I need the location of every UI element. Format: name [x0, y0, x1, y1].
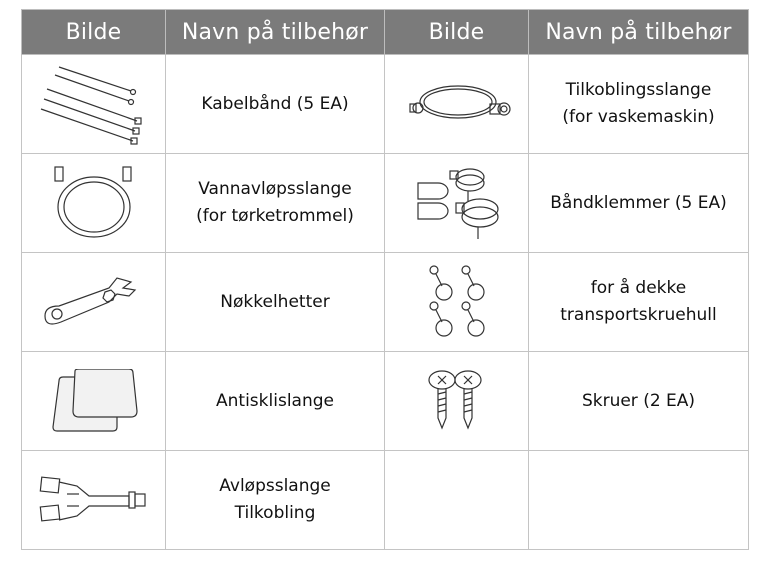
y-connector-icon: [39, 472, 149, 528]
image-cell: [385, 55, 529, 154]
image-cell: [22, 253, 166, 352]
screws-icon: [422, 366, 492, 436]
inlet-hose-icon: [402, 74, 512, 134]
table-row: [22, 451, 749, 550]
accessory-name-screws: Skruer (2 EA): [529, 352, 749, 451]
accessory-name-hole-caps: for å dekke transportskruehull: [529, 253, 749, 352]
cable-ties-icon: [39, 61, 149, 147]
image-cell: [22, 55, 166, 154]
hole-caps-icon: [422, 262, 492, 342]
header-accessory-name: Navn på tilbehør: [166, 10, 385, 55]
header-image: Bilde: [385, 10, 529, 55]
image-cell: [22, 352, 166, 451]
table-row: [22, 154, 749, 253]
spanner-icon: [39, 272, 149, 332]
accessory-name-band-clamps: Båndklemmer (5 EA): [529, 154, 749, 253]
image-cell: [22, 451, 166, 550]
empty-image-cell: [385, 451, 529, 550]
header-image: Bilde: [22, 10, 166, 55]
image-cell: [385, 352, 529, 451]
accessory-name-anti-slip-pads: Antisklislange: [166, 352, 385, 451]
image-cell: [385, 253, 529, 352]
table-row: [22, 55, 749, 154]
image-cell: [385, 154, 529, 253]
accessory-name-inlet-hose: Tilkoblingsslange (for vaskemaskin): [529, 55, 749, 154]
header-row: [22, 10, 749, 55]
accessory-name-spanner: Nøkkelhetter: [166, 253, 385, 352]
accessory-name-y-connector: Avløpsslange Tilkobling: [166, 451, 385, 550]
anti-slip-pads-icon: [49, 369, 139, 433]
drain-hose-icon: [49, 163, 139, 243]
band-clamps-icon: [412, 163, 502, 243]
accessory-name-cable-ties: Kabelbånd (5 EA): [166, 55, 385, 154]
empty-name-cell: [529, 451, 749, 550]
accessories-table: [21, 9, 749, 550]
accessory-name-drain-hose: Vannavløpsslange (for tørketrommel): [166, 154, 385, 253]
table-row: [22, 253, 749, 352]
table-row: [22, 352, 749, 451]
image-cell: [22, 154, 166, 253]
header-accessory-name: Navn på tilbehør: [529, 10, 749, 55]
